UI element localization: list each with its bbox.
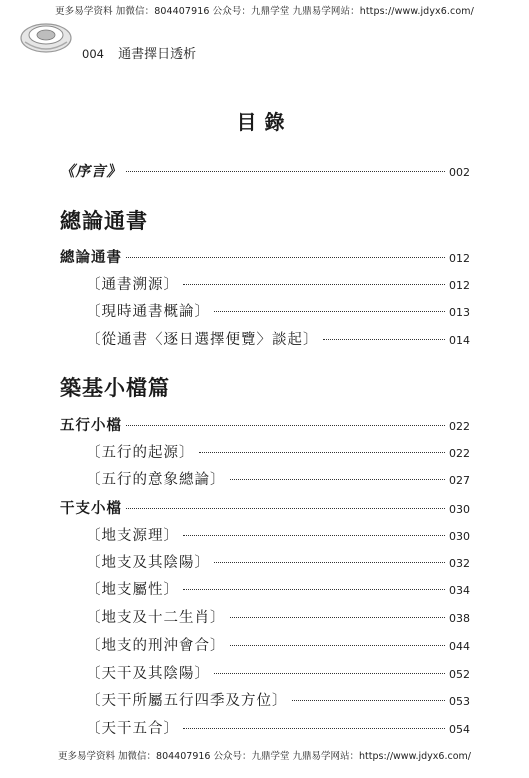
entry-page: 032: [449, 557, 470, 570]
entry-page: 014: [449, 334, 470, 347]
entry-label: 《序言》: [60, 163, 122, 180]
entry-page: 030: [449, 530, 470, 543]
dot-leader: [183, 284, 445, 285]
book-title: 通書擇日透析: [118, 47, 197, 62]
entry-label: 〔地支源理〕: [86, 528, 179, 544]
dot-leader: [230, 479, 446, 480]
toc-title: 目錄: [236, 110, 293, 134]
entry-page: 022: [449, 447, 470, 460]
dot-leader: [183, 728, 445, 729]
entry-page: 052: [449, 668, 470, 681]
entry-page: 038: [449, 612, 470, 625]
entry-label: 〔天干所屬五行四季及方位〕: [86, 693, 288, 709]
dot-leader: [230, 617, 446, 618]
page-header: [82, 43, 196, 62]
entry-page: 030: [449, 503, 470, 516]
entry-label: 〔現時通書概論〕: [86, 304, 210, 320]
toc-entry[interactable]: [86, 328, 470, 348]
entry-page: 013: [449, 306, 470, 319]
entry-page: 002: [449, 166, 470, 179]
dot-leader: [292, 700, 446, 701]
bottom-banner: 更多易学资料 加微信：804407916 公众号：九鼎学堂 九鼎易学网站：https://www.jdyx6.com/: [58, 751, 471, 762]
entry-label: 〔地支屬性〕: [86, 582, 179, 598]
toc-entry[interactable]: [86, 468, 470, 488]
entry-page: 034: [449, 584, 470, 597]
dot-leader: [126, 257, 445, 258]
entry-page: 053: [449, 695, 470, 708]
dot-leader: [230, 645, 446, 646]
entry-label: 〔地支的刑沖會合〕: [86, 638, 226, 654]
dot-leader: [126, 508, 445, 509]
entry-label: 〔天干及其陰陽〕: [86, 666, 210, 682]
toc-entry[interactable]: [86, 441, 470, 461]
dot-leader: [126, 171, 445, 172]
toc-entry[interactable]: [60, 414, 470, 434]
entry-page: 022: [449, 420, 470, 433]
entry-label: 〔天干五合〕: [86, 721, 179, 737]
entry-page: 044: [449, 640, 470, 653]
dot-leader: [199, 452, 446, 453]
toc-entry[interactable]: [86, 662, 470, 682]
dot-leader: [183, 535, 445, 536]
entry-label: 〔地支及十二生肖〕: [86, 610, 226, 626]
toc-entry[interactable]: [86, 717, 470, 737]
entry-label: 〔五行的起源〕: [86, 445, 195, 461]
page-number: 004: [82, 47, 104, 61]
entry-page: 012: [449, 252, 470, 265]
entry-page: 027: [449, 474, 470, 487]
toc-entry[interactable]: [86, 551, 470, 571]
entry-label: 五行小檔: [60, 418, 122, 434]
dot-leader: [214, 562, 445, 563]
toc-entry[interactable]: [86, 634, 470, 654]
entry-label: 〔通書溯源〕: [86, 277, 179, 293]
entry-label: 〔從通書〈逐日選擇便覽〉談起〕: [86, 332, 319, 348]
toc-entry[interactable]: [86, 606, 470, 626]
entry-page: 012: [449, 279, 470, 292]
dot-leader: [183, 589, 445, 590]
entry-label: 〔地支及其陰陽〕: [86, 555, 210, 571]
entry-label: 總論通書: [60, 250, 122, 266]
toc-entry[interactable]: [60, 246, 470, 266]
section-heading: 總論通書: [60, 209, 148, 233]
dot-leader: [323, 339, 446, 340]
toc-entry[interactable]: [86, 524, 470, 544]
dot-leader: [214, 673, 445, 674]
section-heading: 築基小檔篇: [60, 376, 170, 400]
toc-entry[interactable]: [86, 578, 470, 598]
toc-entry[interactable]: [86, 689, 470, 709]
entry-page: 054: [449, 723, 470, 736]
entry-label: 〔五行的意象總論〕: [86, 472, 226, 488]
top-banner: 更多易学资料 加微信：804407916 公众号：九鼎学堂 九鼎易学网站：https://www.jdyx6.com/: [55, 6, 474, 17]
toc-entry-preface[interactable]: [60, 160, 470, 180]
dot-leader: [126, 425, 445, 426]
logo-icon: [19, 18, 73, 54]
toc-entry[interactable]: [86, 300, 470, 320]
dot-leader: [214, 311, 445, 312]
toc-entry[interactable]: [86, 273, 470, 293]
toc-entry[interactable]: [60, 497, 470, 517]
entry-label: 干支小檔: [60, 501, 122, 517]
